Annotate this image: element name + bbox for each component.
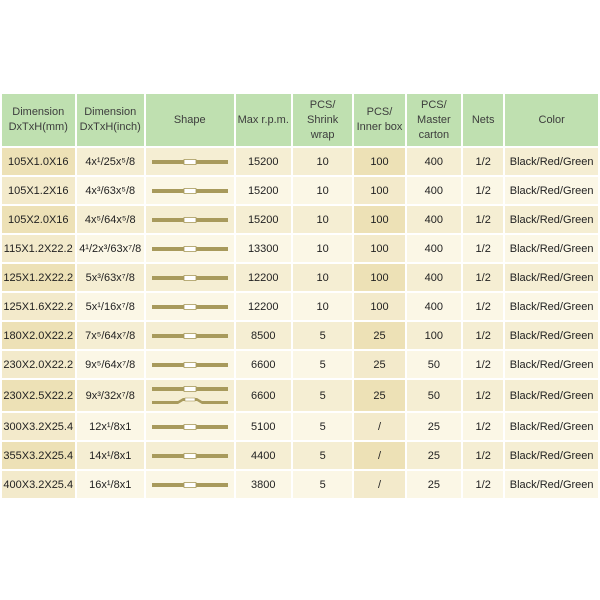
cell-pcs-shrink-wrap: 10 [293,235,352,262]
cell-max-rpm: 6600 [236,351,291,378]
cell-max-rpm: 12200 [236,264,291,291]
cell-pcs-inner-box: 100 [354,148,404,175]
cell-pcs-shrink-wrap: 10 [293,293,352,320]
cell-dimension-inch: 9x³/32x⁷/8 [77,380,144,411]
cell-pcs-inner-box: 100 [354,264,404,291]
cell-pcs-master-carton: 25 [407,442,461,469]
cell-dimension-inch: 4¹/2x³/63x⁷/8 [77,235,144,262]
table-row [2,148,598,175]
cell-nets: 1/2 [463,264,503,291]
disc-shape-flat-and-depressed-icon [150,383,230,409]
spec-table [0,92,600,500]
cell-dimension-inch: 4x⁵/64x⁵/8 [77,206,144,233]
cell-color: Black/Red/Green [505,413,598,440]
table-row [2,293,598,320]
cell-dimension-inch: 14x¹/8x1 [77,442,144,469]
cell-max-rpm: 3800 [236,471,291,498]
cell-color: Black/Red/Green [505,442,598,469]
cell-dimension-inch: 5x¹/16x⁷/8 [77,293,144,320]
cell-pcs-shrink-wrap: 5 [293,322,352,349]
cell-pcs-inner-box: 100 [354,206,404,233]
cell-pcs-inner-box: 100 [354,293,404,320]
disc-shape-flat-icon [150,422,230,432]
cell-max-rpm: 4400 [236,442,291,469]
cell-pcs-master-carton: 400 [407,293,461,320]
table-row [2,471,598,498]
disc-shape-flat-icon [150,451,230,461]
cell-pcs-master-carton: 100 [407,322,461,349]
cell-pcs-master-carton: 400 [407,148,461,175]
cell-pcs-inner-box: 100 [354,177,404,204]
cell-pcs-master-carton: 25 [407,413,461,440]
header-pcs-inner-box: PCS/ Inner box [354,94,404,146]
cell-pcs-shrink-wrap: 5 [293,351,352,378]
cell-max-rpm: 13300 [236,235,291,262]
cell-dimension-mm: 105X2.0X16 [2,206,75,233]
cell-color: Black/Red/Green [505,177,598,204]
cell-max-rpm: 15200 [236,177,291,204]
cell-pcs-master-carton: 50 [407,351,461,378]
cell-nets: 1/2 [463,351,503,378]
cell-pcs-master-carton: 50 [407,380,461,411]
cell-color: Black/Red/Green [505,351,598,378]
cell-color: Black/Red/Green [505,235,598,262]
cell-pcs-shrink-wrap: 5 [293,413,352,440]
cell-nets: 1/2 [463,148,503,175]
cell-dimension-mm: 125X1.2X22.2 [2,264,75,291]
cell-dimension-mm: 180X2.0X22.2 [2,322,75,349]
cell-color: Black/Red/Green [505,206,598,233]
cell-color: Black/Red/Green [505,471,598,498]
cell-pcs-inner-box: / [354,471,404,498]
cell-shape [146,380,234,411]
cell-shape [146,177,234,204]
cell-max-rpm: 8500 [236,322,291,349]
cell-shape [146,206,234,233]
cell-dimension-inch: 16x¹/8x1 [77,471,144,498]
cell-pcs-master-carton: 25 [407,471,461,498]
cell-shape [146,148,234,175]
cell-pcs-inner-box: 25 [354,322,404,349]
cell-nets: 1/2 [463,380,503,411]
cell-pcs-inner-box: 100 [354,235,404,262]
cell-dimension-inch: 9x⁵/64x⁷/8 [77,351,144,378]
disc-shape-flat-icon [150,157,230,167]
table-row [2,264,598,291]
cell-dimension-mm: 300X3.2X25.4 [2,413,75,440]
table-row [2,351,598,378]
header-row [2,94,598,146]
cell-shape [146,413,234,440]
cell-dimension-inch: 4x¹/25x⁵/8 [77,148,144,175]
table-row [2,322,598,349]
cell-dimension-mm: 105X1.0X16 [2,148,75,175]
header-dimension-inch: Dimension DxTxH(inch) [77,94,144,146]
header-dimension-mm: Dimension DxTxH(mm) [2,94,75,146]
cell-pcs-shrink-wrap: 5 [293,442,352,469]
disc-shape-flat-icon [150,480,230,490]
cell-shape [146,351,234,378]
cell-dimension-mm: 230X2.5X22.2 [2,380,75,411]
cell-pcs-master-carton: 400 [407,264,461,291]
cell-nets: 1/2 [463,206,503,233]
cell-pcs-shrink-wrap: 10 [293,177,352,204]
table-row [2,177,598,204]
cell-dimension-mm: 355X3.2X25.4 [2,442,75,469]
cell-pcs-shrink-wrap: 10 [293,206,352,233]
cell-color: Black/Red/Green [505,148,598,175]
cell-shape [146,322,234,349]
disc-shape-flat-icon [150,273,230,283]
cell-pcs-inner-box: 25 [354,351,404,378]
header-max-rpm: Max r.p.m. [236,94,291,146]
cell-max-rpm: 12200 [236,293,291,320]
cell-dimension-inch: 7x⁵/64x⁷/8 [77,322,144,349]
header-color: Color [505,94,598,146]
cell-nets: 1/2 [463,471,503,498]
disc-shape-flat-icon [150,331,230,341]
cell-dimension-mm: 115X1.2X22.2 [2,235,75,262]
cell-dimension-inch: 12x¹/8x1 [77,413,144,440]
cell-pcs-shrink-wrap: 10 [293,264,352,291]
cell-pcs-master-carton: 400 [407,206,461,233]
cell-dimension-mm: 105X1.2X16 [2,177,75,204]
header-nets: Nets [463,94,503,146]
cell-color: Black/Red/Green [505,380,598,411]
cell-dimension-mm: 400X3.2X25.4 [2,471,75,498]
cell-dimension-inch: 5x³/63x⁷/8 [77,264,144,291]
cell-nets: 1/2 [463,413,503,440]
cell-shape [146,442,234,469]
cell-nets: 1/2 [463,442,503,469]
cell-shape [146,471,234,498]
cell-pcs-master-carton: 400 [407,177,461,204]
disc-shape-flat-icon [150,186,230,196]
cell-nets: 1/2 [463,322,503,349]
table-row [2,206,598,233]
table-row [2,380,598,411]
cell-max-rpm: 15200 [236,148,291,175]
cell-color: Black/Red/Green [505,293,598,320]
header-pcs-master-carton: PCS/ Master carton [407,94,461,146]
cell-pcs-shrink-wrap: 10 [293,148,352,175]
cell-shape [146,235,234,262]
cell-nets: 1/2 [463,177,503,204]
cell-nets: 1/2 [463,235,503,262]
cell-max-rpm: 15200 [236,206,291,233]
cell-pcs-shrink-wrap: 5 [293,471,352,498]
cell-max-rpm: 6600 [236,380,291,411]
cell-pcs-inner-box: / [354,442,404,469]
cell-dimension-mm: 230X2.0X22.2 [2,351,75,378]
table-row [2,235,598,262]
header-shape: Shape [146,94,234,146]
cell-pcs-inner-box: 25 [354,380,404,411]
disc-shape-flat-icon [150,302,230,312]
header-pcs-shrink-wrap: PCS/ Shrink wrap [293,94,352,146]
cell-nets: 1/2 [463,293,503,320]
cell-shape [146,264,234,291]
table-row [2,442,598,469]
cell-max-rpm: 5100 [236,413,291,440]
disc-shape-flat-icon [150,360,230,370]
cell-color: Black/Red/Green [505,264,598,291]
cell-dimension-mm: 125X1.6X22.2 [2,293,75,320]
cell-color: Black/Red/Green [505,322,598,349]
cell-pcs-inner-box: / [354,413,404,440]
cell-pcs-master-carton: 400 [407,235,461,262]
table-row [2,413,598,440]
cell-dimension-inch: 4x³/63x⁵/8 [77,177,144,204]
disc-shape-flat-icon [150,215,230,225]
disc-shape-flat-icon [150,244,230,254]
cell-pcs-shrink-wrap: 5 [293,380,352,411]
cell-shape [146,293,234,320]
